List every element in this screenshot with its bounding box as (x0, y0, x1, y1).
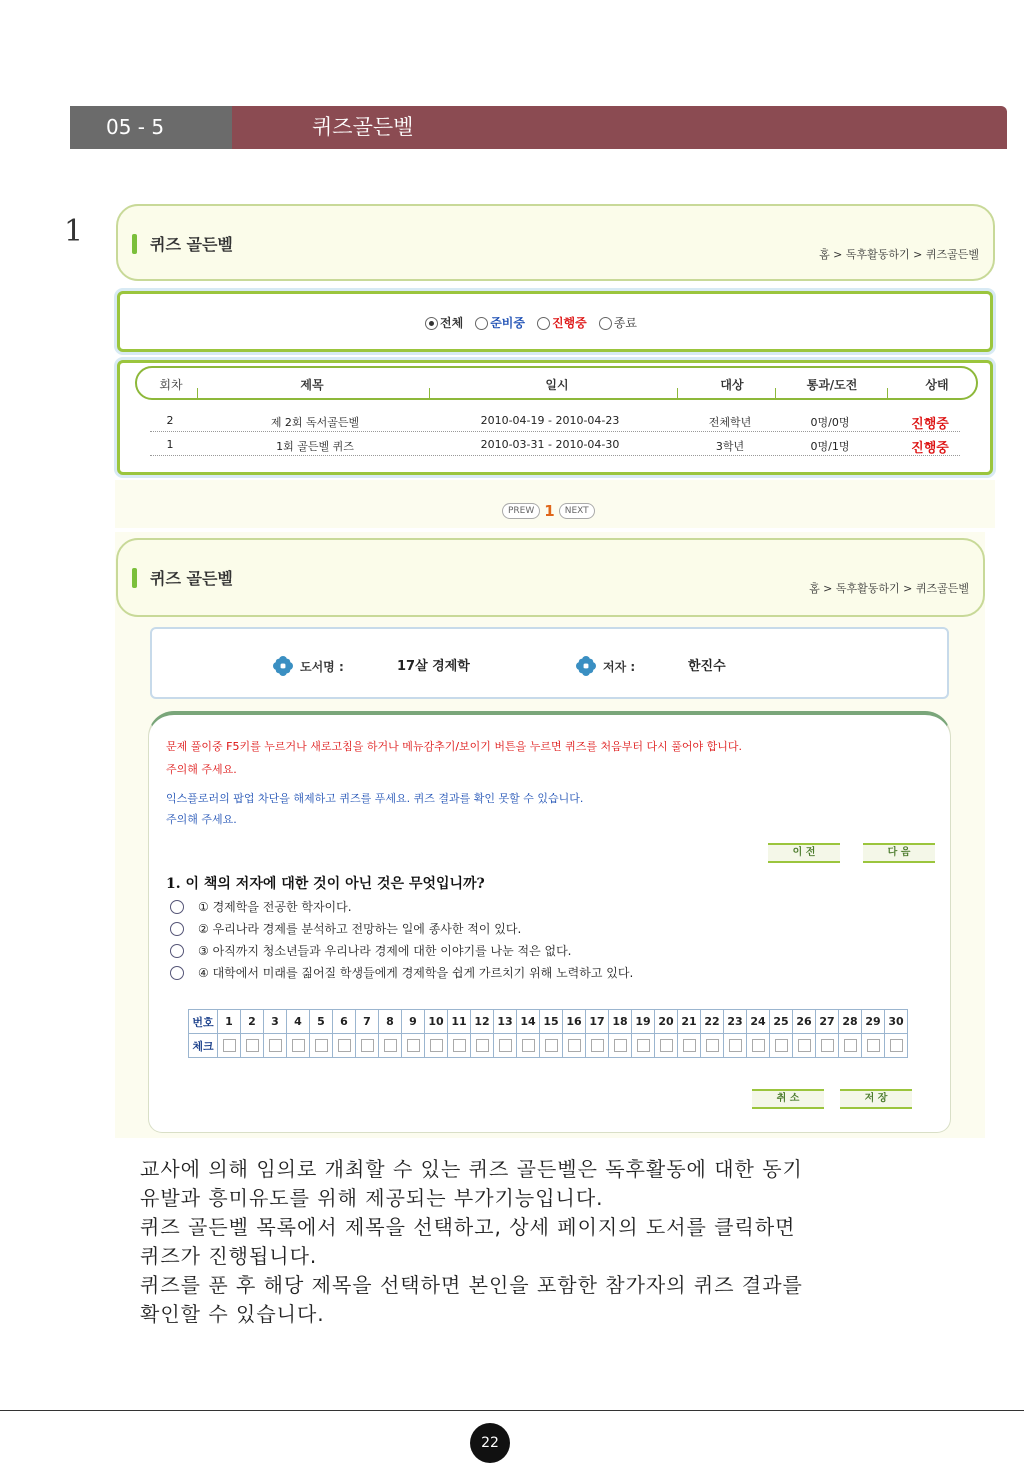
grid-number: 19 (632, 1010, 655, 1034)
grid-check-cell[interactable] (218, 1034, 241, 1058)
divider (197, 388, 198, 400)
col-round: 회차 (159, 378, 183, 392)
grid-number-label: 번호 (189, 1010, 218, 1034)
checkbox[interactable] (430, 1039, 443, 1052)
checkbox[interactable] (614, 1039, 627, 1052)
next-page-button[interactable]: NEXT (559, 503, 595, 519)
grid-check-cell[interactable] (333, 1034, 356, 1058)
table-row[interactable]: 2 제 2회 독서골든벨 2010-04-19 - 2010-04-23 전체학년 0명/0명 진행중 (150, 410, 960, 432)
description-line: 퀴즈를 푼 후 해당 제목을 선택하면 본인을 포함한 참가자의 퀴즈 결과를 (140, 1273, 803, 1297)
checkbox[interactable] (844, 1039, 857, 1052)
checkbox[interactable] (384, 1039, 397, 1052)
grid-number: 23 (724, 1010, 747, 1034)
grid-number: 3 (264, 1010, 287, 1034)
grid-check-cell[interactable] (448, 1034, 471, 1058)
grid-number: 8 (379, 1010, 402, 1034)
grid-check-cell[interactable] (494, 1034, 517, 1058)
checkbox[interactable] (706, 1039, 719, 1052)
step-number: 1 (64, 214, 84, 249)
grid-check-cell[interactable] (632, 1034, 655, 1058)
col-status: 상태 (925, 378, 949, 392)
quiz-list (117, 360, 993, 475)
grid-number: 24 (747, 1010, 770, 1034)
grid-check-cell[interactable] (287, 1034, 310, 1058)
section-title: 퀴즈골든벨 (232, 106, 1007, 149)
current-page[interactable]: 1 (544, 502, 555, 520)
grid-number: 9 (402, 1010, 425, 1034)
grid-check-cell[interactable] (793, 1034, 816, 1058)
checkbox[interactable] (499, 1039, 512, 1052)
grid-number: 22 (701, 1010, 724, 1034)
grid-check-cell[interactable] (264, 1034, 287, 1058)
list-title: 퀴즈 골든벨 (150, 235, 233, 254)
grid-check-cell[interactable] (655, 1034, 678, 1058)
warning-text: 문제 풀이중 F5키를 누르거나 새로고침을 하거나 메뉴감추기/보이기 버튼을 누르면 퀴즈를 처음부터 다시 풀어야 합니다. (166, 740, 743, 753)
grid-check-cell[interactable] (540, 1034, 563, 1058)
prev-page-button[interactable]: PREW (502, 503, 540, 519)
breadcrumb[interactable]: 홈 > 독후활동하기 > 퀴즈골든벨 (819, 248, 979, 261)
grid-number: 13 (494, 1010, 517, 1034)
grid-check-cell[interactable] (517, 1034, 540, 1058)
answer-option[interactable]: ③ 아직까지 청소년들과 우리나라 경제에 대한 이야기를 나눈 적은 없다. (170, 942, 571, 959)
checkbox[interactable] (660, 1039, 673, 1052)
grid-number: 21 (678, 1010, 701, 1034)
grid-number: 18 (609, 1010, 632, 1034)
checkbox[interactable] (591, 1039, 604, 1052)
checkbox[interactable] (775, 1039, 788, 1052)
author-name: 한진수 (688, 659, 726, 674)
radio-icon[interactable] (170, 900, 184, 914)
grid-check-cell[interactable] (770, 1034, 793, 1058)
divider (429, 388, 430, 400)
divider (677, 388, 678, 400)
filter-box (117, 291, 993, 352)
pagination (502, 502, 595, 520)
grid-number: 28 (839, 1010, 862, 1034)
checkbox[interactable] (407, 1039, 420, 1052)
status-badge: 진행중 (911, 417, 949, 432)
checkbox[interactable] (637, 1039, 650, 1052)
answer-option[interactable]: ④ 대학에서 미래를 짊어질 학생들에게 경제학을 쉽게 가르치기 위해 노력하고 있다. (170, 964, 633, 981)
author-label: 저자 : (575, 655, 635, 677)
list-header (135, 366, 978, 400)
divider (775, 388, 776, 400)
quiz-title-link[interactable]: 1회 골든벨 퀴즈 (276, 440, 354, 453)
grid-number: 29 (862, 1010, 885, 1034)
description (140, 1155, 920, 1329)
grid-check-cell[interactable] (609, 1034, 632, 1058)
description-line: 교사에 의해 임의로 개최할 수 있는 퀴즈 골든벨은 독후활동에 대한 동기 (140, 1157, 803, 1181)
grid-check-cell[interactable] (586, 1034, 609, 1058)
grid-number: 4 (287, 1010, 310, 1034)
grid-check-cell[interactable] (356, 1034, 379, 1058)
checkbox[interactable] (246, 1039, 259, 1052)
radio-icon (475, 317, 488, 330)
page-number: 22 (470, 1423, 510, 1463)
answer-option[interactable]: ① 경제학을 전공한 학자이다. (170, 898, 352, 915)
grid-check-cell[interactable] (678, 1034, 701, 1058)
grid-check-cell[interactable] (724, 1034, 747, 1058)
grid-check-label: 체크 (189, 1034, 218, 1058)
checkbox[interactable] (867, 1039, 880, 1052)
checkbox[interactable] (752, 1039, 765, 1052)
footer-divider (0, 1410, 1024, 1411)
filter-all[interactable]: 전체 (425, 314, 463, 331)
book-info[interactable] (150, 627, 949, 699)
next-question-button[interactable]: 다 음 (863, 843, 935, 863)
detail-title: 퀴즈 골든벨 (150, 569, 233, 588)
checkbox[interactable] (729, 1039, 742, 1052)
grid-number: 25 (770, 1010, 793, 1034)
filter-running[interactable]: 진행중 (537, 314, 587, 331)
filter-ready[interactable]: 준비중 (475, 314, 525, 331)
checkbox[interactable] (683, 1039, 696, 1052)
quiz-title-link[interactable]: 제 2회 독서골든벨 (270, 416, 360, 429)
grid-check-cell[interactable] (563, 1034, 586, 1058)
grid-check-cell[interactable] (839, 1034, 862, 1058)
col-period: 일시 (545, 378, 569, 392)
grid-number: 6 (333, 1010, 356, 1034)
checkbox[interactable] (223, 1039, 236, 1052)
grid-number: 2 (241, 1010, 264, 1034)
col-title: 제목 (300, 378, 324, 392)
section-header (70, 106, 1007, 149)
flower-icon (575, 655, 597, 677)
checkbox[interactable] (568, 1039, 581, 1052)
grid-check-cell[interactable] (862, 1034, 885, 1058)
grid-number: 27 (816, 1010, 839, 1034)
section-number: 05 - 5 (70, 106, 232, 149)
checkbox[interactable] (361, 1039, 374, 1052)
grid-number: 17 (586, 1010, 609, 1034)
description-line: 확인할 수 있습니다. (140, 1302, 325, 1326)
radio-icon (599, 317, 612, 330)
grid-check-cell[interactable] (885, 1034, 908, 1058)
col-pass: 통과/도전 (806, 378, 858, 392)
grid-number: 30 (885, 1010, 908, 1034)
grid-number: 16 (563, 1010, 586, 1034)
warning-text: 익스플로러의 팝업 차단을 해제하고 퀴즈를 푸세요. 퀴즈 결과를 확인 못할 수 있습니다. (166, 792, 584, 805)
book-label: 도서명 : (272, 655, 344, 677)
grid-number: 1 (218, 1010, 241, 1034)
checkbox[interactable] (522, 1039, 535, 1052)
radio-icon[interactable] (170, 944, 184, 958)
flower-icon (272, 655, 294, 677)
checkbox[interactable] (453, 1039, 466, 1052)
description-line: 퀴즈가 진행됩니다. (140, 1244, 318, 1268)
grid-check-cell[interactable] (701, 1034, 724, 1058)
checkbox[interactable] (476, 1039, 489, 1052)
checkbox[interactable] (545, 1039, 558, 1052)
checkbox[interactable] (890, 1039, 903, 1052)
table-row[interactable]: 1 1회 골든벨 퀴즈 2010-03-31 - 2010-04-30 3학년 0명/1명 진행중 (150, 434, 960, 456)
breadcrumb[interactable]: 홈 > 독후활동하기 > 퀴즈골든벨 (809, 582, 969, 595)
checkbox[interactable] (292, 1039, 305, 1052)
grid-check-cell[interactable] (402, 1034, 425, 1058)
grid-number: 20 (655, 1010, 678, 1034)
radio-icon (537, 317, 550, 330)
list-title-box (116, 204, 995, 281)
prev-question-button[interactable]: 이 전 (768, 843, 840, 863)
checkbox[interactable] (821, 1039, 834, 1052)
grid-number: 15 (540, 1010, 563, 1034)
col-target: 대상 (720, 378, 744, 392)
grid-number: 5 (310, 1010, 333, 1034)
description-line: 유발과 흥미유도를 위해 제공되는 부가기능입니다. (140, 1186, 604, 1210)
grid-number: 26 (793, 1010, 816, 1034)
checkbox[interactable] (798, 1039, 811, 1052)
divider (887, 388, 888, 400)
cancel-button[interactable]: 취 소 (752, 1089, 824, 1109)
detail-title-box (116, 538, 985, 617)
grid-check-cell[interactable] (379, 1034, 402, 1058)
answer-check-grid (188, 1009, 908, 1058)
grid-check-cell[interactable] (747, 1034, 770, 1058)
grid-check-cell[interactable] (816, 1034, 839, 1058)
status-badge: 진행중 (911, 441, 949, 456)
warning-text: 주의해 주세요. (166, 813, 237, 826)
book-title[interactable]: 17살 경제학 (397, 659, 470, 674)
grid-check-cell[interactable] (471, 1034, 494, 1058)
filter-ended[interactable]: 종료 (599, 314, 637, 331)
checkbox[interactable] (269, 1039, 282, 1052)
grid-check-cell[interactable] (310, 1034, 333, 1058)
radio-icon[interactable] (170, 966, 184, 980)
title-bar-icon (132, 234, 137, 254)
answer-option[interactable]: ② 우리나라 경제를 분석하고 전망하는 일에 종사한 적이 있다. (170, 920, 521, 937)
save-button[interactable]: 저 장 (840, 1089, 912, 1109)
description-line: 퀴즈 골든벨 목록에서 제목을 선택하고, 상세 페이지의 도서를 클릭하면 (140, 1215, 796, 1239)
grid-number: 14 (517, 1010, 540, 1034)
grid-number: 10 (425, 1010, 448, 1034)
grid-number: 7 (356, 1010, 379, 1034)
filter-row (425, 314, 637, 331)
grid-number: 11 (448, 1010, 471, 1034)
radio-icon (425, 317, 438, 330)
checkbox[interactable] (338, 1039, 351, 1052)
checkbox[interactable] (315, 1039, 328, 1052)
grid-check-cell[interactable] (425, 1034, 448, 1058)
question-text: 1. 이 책의 저자에 대한 것이 아닌 것은 무엇입니까? (166, 876, 485, 892)
grid-number: 12 (471, 1010, 494, 1034)
radio-icon[interactable] (170, 922, 184, 936)
warning-text: 주의해 주세요. (166, 763, 237, 776)
title-bar-icon (132, 568, 137, 588)
grid-check-cell[interactable] (241, 1034, 264, 1058)
